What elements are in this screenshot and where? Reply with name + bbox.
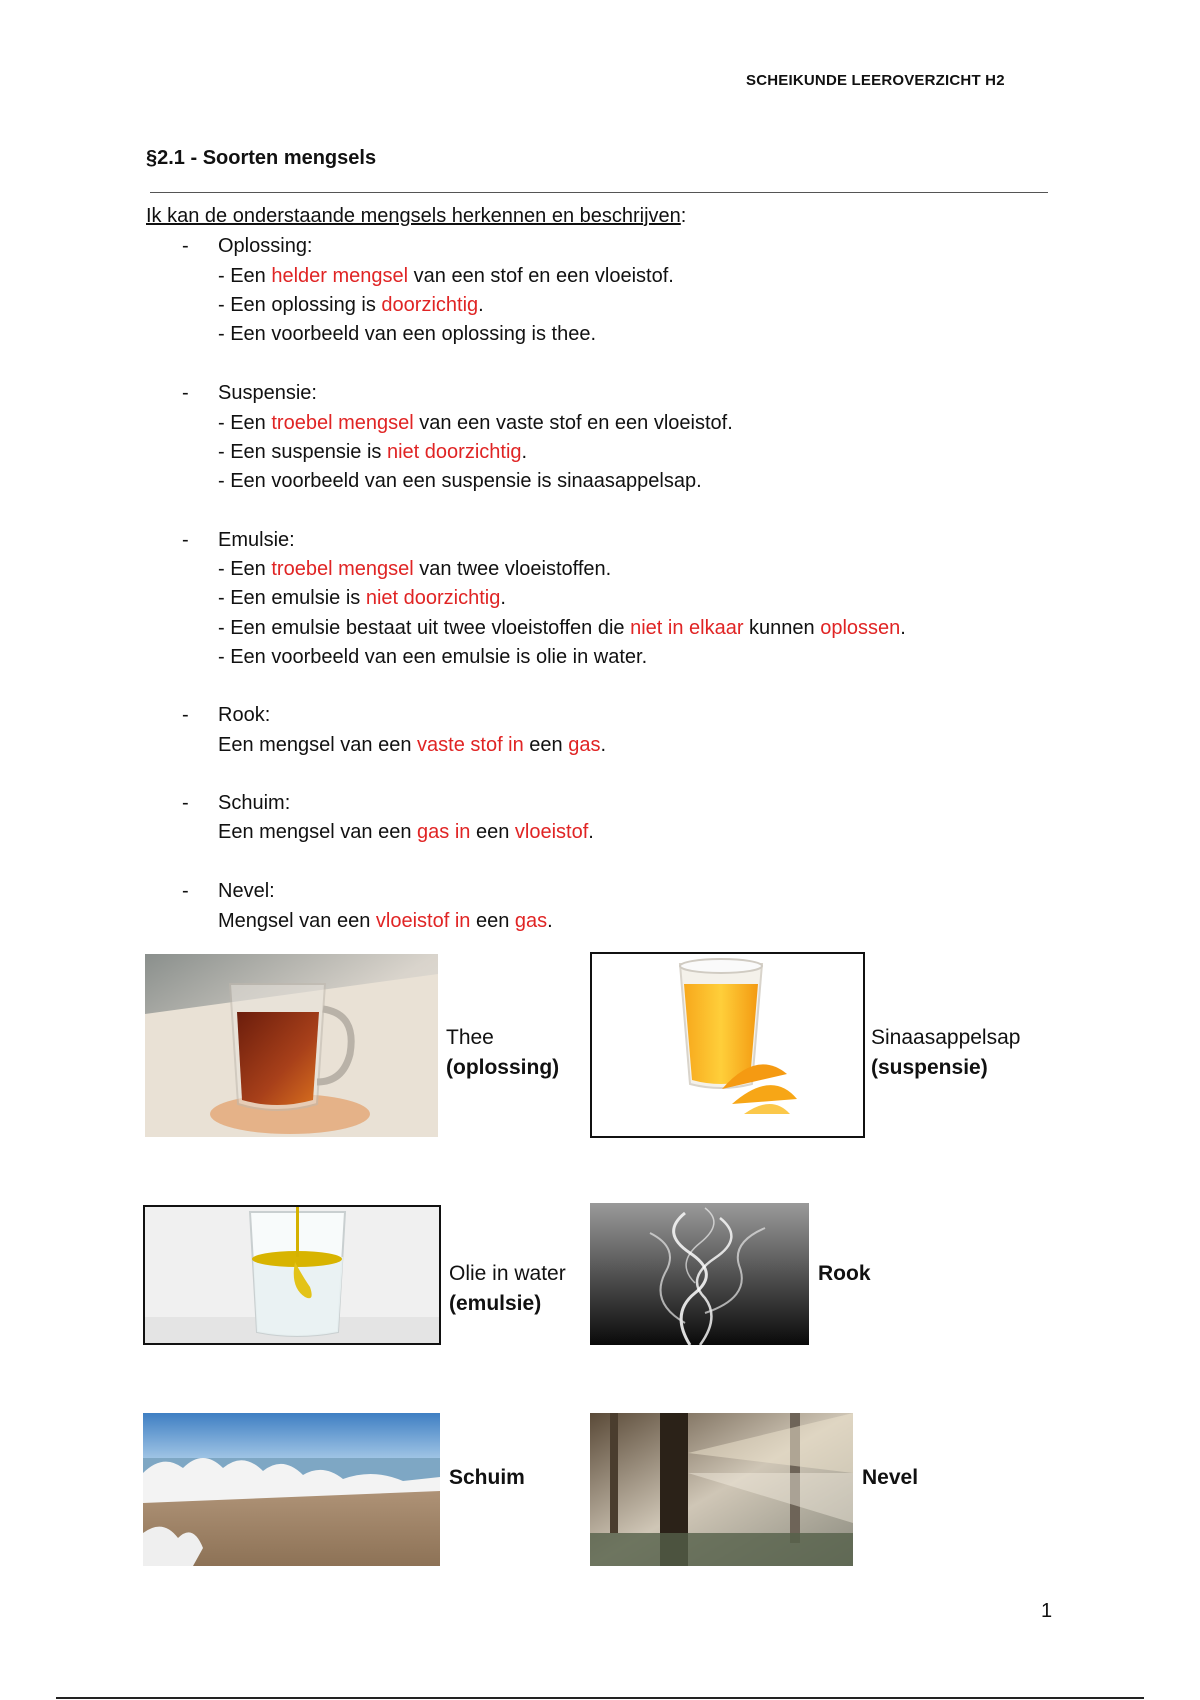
caption-nevel: Nevel xyxy=(862,1466,919,1489)
bullet-dash: - xyxy=(182,382,189,404)
section-title: §2.1 - Soorten mengsels xyxy=(146,147,377,169)
item-title: Suspensie: xyxy=(218,382,317,404)
smoke-image xyxy=(590,1203,809,1345)
bullet-dash: - xyxy=(182,529,189,551)
caption-olie-in-water: Olie in water (emulsie) xyxy=(449,1262,566,1315)
item-line: - Een voorbeeld van een suspensie is sinaasappelsap. xyxy=(218,470,702,492)
foam-image xyxy=(143,1413,440,1566)
item-title: Emulsie: xyxy=(218,529,295,551)
tea-image xyxy=(145,954,438,1137)
item-line: - Een oplossing is doorzichtig. xyxy=(218,294,484,316)
page-number: 1 xyxy=(1041,1600,1053,1622)
item-line: - Een emulsie is niet doorzichtig. xyxy=(218,587,506,609)
mist-image xyxy=(590,1413,853,1566)
item-line: - Een troebel mengsel van een vaste stof en een vloeistof. xyxy=(218,412,733,434)
document-header: SCHEIKUNDE LEEROVERZICHT H2 xyxy=(746,72,1005,89)
page-bottom-edge xyxy=(56,1697,1144,1699)
title-divider xyxy=(150,192,1048,193)
caption-thee: Thee (oplossing) xyxy=(446,1026,560,1079)
item-line: - Een troebel mengsel van twee vloeistoffen. xyxy=(218,558,612,580)
item-line: - Een emulsie bestaat uit twee vloeistoffen die niet in elkaar kunnen oplossen. xyxy=(218,617,906,639)
item-line: - Een voorbeeld van een emulsie is olie in water. xyxy=(218,646,648,668)
caption-rook: Rook xyxy=(818,1262,871,1285)
caption-schuim: Schuim xyxy=(449,1466,525,1489)
bullet-dash: - xyxy=(182,792,189,814)
item-title: Nevel: xyxy=(218,880,275,902)
orange-juice-image xyxy=(590,952,865,1138)
bullet-dash: - xyxy=(182,235,189,257)
item-title: Rook: xyxy=(218,704,271,726)
item-line: - Een suspensie is niet doorzichtig. xyxy=(218,441,528,463)
oil-in-water-image xyxy=(143,1205,441,1345)
item-line: Een mengsel van een vaste stof in een gas. xyxy=(218,734,607,756)
item-line: - Een voorbeeld van een oplossing is thee. xyxy=(218,323,597,345)
bullet-dash: - xyxy=(182,704,189,726)
caption-sinaasappelsap: Sinaasappelsap (suspensie) xyxy=(871,1026,1021,1079)
item-line: Mengsel van een vloeistof in een gas. xyxy=(218,910,553,932)
item-title: Oplossing: xyxy=(218,235,313,257)
item-line: - Een helder mengsel van een stof en een vloeistof. xyxy=(218,265,674,287)
intro-text: Ik kan de onderstaande mengsels herkennen en beschrijven: xyxy=(146,205,687,227)
item-line: Een mengsel van een gas in een vloeistof. xyxy=(218,821,594,843)
item-title: Schuim: xyxy=(218,792,291,814)
bullet-dash: - xyxy=(182,880,189,902)
